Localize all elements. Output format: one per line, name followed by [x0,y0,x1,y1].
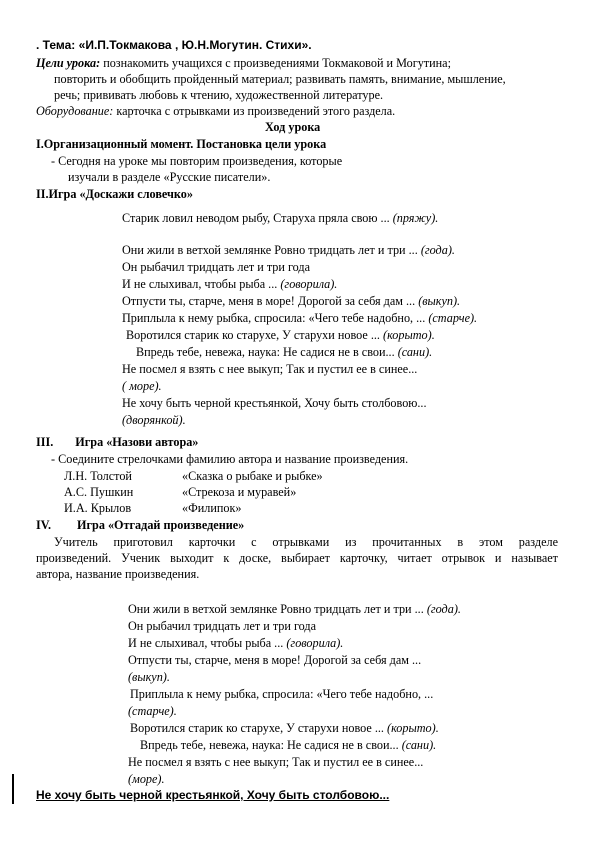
goals-label: Цели урока: [36,56,101,70]
verse-line [128,619,316,634]
author-name: Л.Н. Толстой [64,469,132,483]
verse-line [122,243,455,258]
verse-text: Отпусти ты, старче, меня в море! Дорогой за себя дам ... [122,294,419,308]
verse-line [122,379,162,394]
verse-answer: (сани). [401,738,437,752]
verse-text: И не слыхивал, чтобы рыба ... [122,277,281,291]
verse-line [128,602,461,617]
verse-text: Впредь тебе, невежа, наука: Не садися не в свои... [136,345,398,359]
section-3-number: III. [36,435,54,449]
verse-text: Они жили в ветхой землянке Ровно тридцать лет и три ... [122,243,421,257]
verse-answer: (корыто). [387,721,439,735]
section-1-title: I.Организационный момент. Постановка цели урока [36,137,327,151]
section-4-heading [36,518,244,533]
verse-answer: (старче). [428,311,478,325]
section-3-title: Игра «Назови автора» [75,435,199,449]
verse-answer: ( море). [122,379,162,393]
work-title: «Стрекоза и муравей» [182,485,297,499]
verse-line [122,294,460,309]
goals-line-2: повторить и обобщить пройденный материал; развивать память, внимание, мышление, [54,72,506,86]
verse-line [128,670,170,685]
section-3-instruction: - Соедините стрелочками фамилию автора и название произведения. [51,452,409,466]
verse-text: Они жили в ветхой землянке Ровно тридцать лет и три ... [128,602,427,616]
section-4-paragraph-line-1: Учитель приготовил карточки с отрывками из прочитанных в этом разделе [54,535,558,549]
last-line: Не хочу быть черной крестьянкой, Хочу быть столбовою... [36,788,390,802]
author-name: А.С. Пушкин [64,485,134,499]
verse-line [128,704,177,719]
verse-answer: (пряжу). [392,211,439,225]
verse-line [122,277,337,292]
equipment-text: карточка с отрывками из произведений этого раздела. [113,104,396,118]
goals-text-1: познакомить учащихся с произведениями Токмаковой и Могутина; [100,56,451,70]
verse-line [128,636,343,651]
verse-line [130,687,433,702]
verse-answer: (сани). [397,345,433,359]
verse-line [126,328,435,343]
lesson-title: Ход урока [265,120,321,134]
verse-line [122,362,417,377]
verse-answer: (море). [128,772,165,786]
verse-line [128,653,421,668]
section-1-line-1: - Сегодня на уроке мы повторим произведения, которые [51,154,343,168]
verse-text: Он рыбачил тридцать лет и три года [128,619,317,633]
verse-text: Приплыла к нему рыбка, спросила: «Чего тебе надобно, ... [122,311,429,325]
verse-line [130,721,439,736]
verse-answer: (года). [420,243,455,257]
verse-answer: (говорила). [280,277,338,291]
verse-line [122,211,438,226]
verse-text: Не посмел я взять с нее выкуп; Так и пустил ее в синее... [122,362,418,376]
verse-answer: (старче). [128,704,177,718]
verse-line [128,755,423,770]
equipment-label: Оборудование: [36,104,114,118]
work-title: «Сказка о рыбаке и рыбке» [182,469,323,483]
verse-line [128,772,165,787]
verse-text: Не хочу быть черной крестьянкой, Хочу быть столбовою... [122,396,427,410]
verse-line [122,396,427,411]
section-4-title: Игра «Отгадай произведение» [77,518,245,532]
verse-line [122,413,186,428]
section-4-number: IV. [36,518,52,532]
verse-line [122,260,310,275]
verse-line [122,311,477,326]
verse-text: Отпусти ты, старче, меня в море! Дорогой за себя дам ... [128,653,422,667]
verse-text: И не слыхивал, чтобы рыба ... [128,636,287,650]
verse-line [136,345,432,360]
verse-line [140,738,436,753]
section-2-title: II.Игра «Доскажи словечко» [36,187,193,201]
section-4-paragraph-line-3: автора, название произведения. [36,567,200,581]
verse-answer: (выкуп). [128,670,170,684]
verse-text: Приплыла к нему рыбка, спросила: «Чего тебе надобно, ... [130,687,434,701]
verse-text: Воротился старик ко старухе, У старухи новое ... [130,721,388,735]
verse-answer: (выкуп). [418,294,461,308]
verse-text: Старик ловил неводом рыбу, Старуха пряла свою ... [122,211,393,225]
goals-line-3: речь; прививать любовь к чтению, художественной литературе. [54,88,384,102]
work-title: «Филипок» [182,501,242,515]
verse-answer: (дворянкой). [122,413,186,427]
verse-answer: (говорила). [286,636,344,650]
section-3-heading [36,435,198,450]
verse-answer: (корыто). [383,328,435,342]
section-1-line-2: изучали в разделе «Русские писатели». [68,170,271,184]
author-name: И.А. Крылов [64,501,132,515]
verse-text: Впредь тебе, невежа, наука: Не садися не в свои... [140,738,402,752]
section-4-paragraph-line-2: произведений. Ученик выходит к доске, выбирает карточку, читает отрывок и называет [36,551,558,565]
verse-text: Не посмел я взять с нее выкуп; Так и пустил ее в синее... [128,755,424,769]
verse-text: Воротился старик ко старухе, У старухи новое ... [126,328,384,342]
verse-text: Он рыбачил тридцать лет и три года [122,260,311,274]
topic-line: . Тема: «И.П.Токмакова , Ю.Н.Могутин. Стихи». [36,38,312,52]
goals-line-1 [36,56,451,71]
equipment-line [36,104,395,119]
text-cursor [12,774,14,804]
verse-answer: (года). [426,602,461,616]
